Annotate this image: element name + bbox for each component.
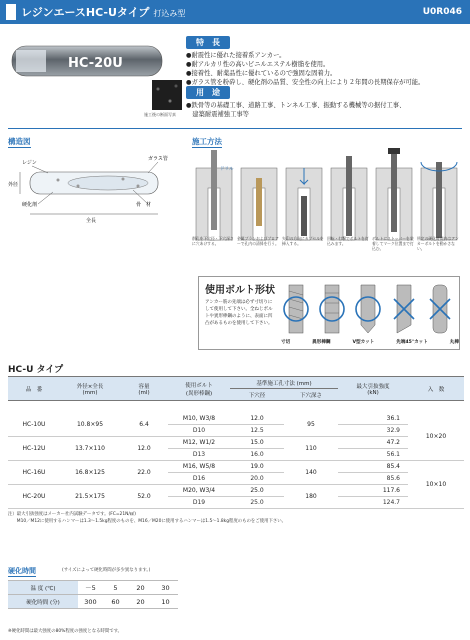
bolt-shape-label: 寸切 — [281, 340, 291, 345]
structure-heading: 構造図 — [8, 137, 31, 146]
aggregate-label: 骨 材 — [136, 202, 152, 208]
table-row — [8, 595, 178, 609]
time-cell: 10 — [153, 595, 178, 609]
product-label: HC-20U — [68, 56, 123, 71]
outer-label: 外径 — [8, 182, 19, 188]
cell-code: HC-16U — [8, 461, 60, 485]
cell-size: 13.7×110 — [60, 437, 120, 461]
cell-code: HC-12U — [8, 437, 60, 461]
cell-size: 10.8×95 — [60, 413, 120, 437]
bolt-shape-box — [198, 276, 460, 350]
temp-cell: 5 — [103, 581, 128, 595]
col-diam: 下穴径 — [230, 389, 284, 401]
cell-volume: 52.0 — [120, 485, 168, 509]
col-bolt: 使用ボルト (異形棒鋼) — [168, 377, 230, 401]
col-volume: 容量 (ml) — [120, 377, 168, 401]
cell-bolt: D16 — [168, 473, 230, 485]
table-row — [8, 461, 464, 473]
cell-size: 21.5×175 — [60, 485, 120, 509]
col-qty: 入 数 — [408, 377, 464, 401]
bolt-shape-label: 丸棒 — [449, 340, 459, 345]
cell-bolt: M12, W1/2 — [168, 437, 230, 449]
feature-item: ●ガラス管を粉砕し、硬化剤の品質、安全性の向上により２年間の長期保存が可能。 — [186, 79, 425, 86]
cell-volume: 22.0 — [120, 461, 168, 485]
cell-bolt: M20, W3/4 — [168, 485, 230, 497]
col-load: 最大引抜強度 (kN) — [338, 377, 408, 401]
cell-load: 117.6 — [338, 485, 408, 497]
cell-depth: 140 — [284, 461, 338, 485]
method-step: 金属ブラシおよびブロアーで孔内の清掃を行う。 — [237, 236, 279, 246]
cell-diam: 15.0 — [230, 437, 284, 449]
method-step: ボルトにストッパーを装着してマーク位置まで打込む。 — [372, 236, 414, 251]
cell-diam: 25.0 — [230, 497, 284, 509]
time-label: 硬化時間 (分) — [8, 595, 78, 609]
uses-section — [186, 80, 462, 119]
glass-label: ガラス管 — [148, 156, 168, 162]
product-code: U0R046 — [422, 7, 462, 17]
type-title: HC-U タイプ — [8, 365, 64, 375]
uses-heading: 用 途 — [186, 86, 230, 99]
header-mark — [6, 4, 16, 20]
col-code: 品 番 — [8, 377, 60, 401]
sample-caption: 施工後の断面写真 — [144, 112, 176, 117]
divider — [8, 128, 462, 129]
cell-diam: 16.0 — [230, 449, 284, 461]
cell-qty: 10×10 — [408, 461, 464, 509]
method-diagram — [192, 148, 462, 244]
method-step: 所定の硬化時間内はアンカーボルトを動かさない。 — [417, 236, 459, 251]
cell-load: 32.9 — [338, 425, 408, 437]
cross-section-photo — [152, 80, 182, 110]
temp-cell: 20 — [128, 581, 153, 595]
temp-label: 温 度 (℃) — [8, 581, 78, 595]
cell-qty: 10×20 — [408, 413, 464, 461]
cell-bolt: D13 — [168, 449, 230, 461]
feature-item: ●接着性、耐薬品性に優れているので強固な固着力。 — [186, 70, 337, 77]
use-item: ●鉄骨等の基礎工事、道路工事、トンネル工事、振動する機械等の据付工事、 — [186, 102, 406, 109]
page-subtitle: 打込み型 — [153, 8, 186, 18]
cell-bolt: M16, W5/8 — [168, 461, 230, 473]
cure-footnote: ※硬化時間は最大強度の80%程度の強度となる時間です。 — [8, 629, 123, 634]
cure-note: (サイズによって硬化時間が多少異なります。) — [62, 568, 151, 573]
table-notes — [8, 512, 464, 525]
cure-table — [8, 580, 178, 609]
temp-cell: 30 — [153, 581, 178, 595]
bolt-shape-label: 異形棒鋼 — [312, 340, 331, 345]
cell-depth: 180 — [284, 485, 338, 509]
time-cell: 20 — [128, 595, 153, 609]
cell-diam: 20.0 — [230, 473, 284, 485]
hardener-label: 硬化剤 — [22, 202, 38, 208]
cell-load: 124.7 — [338, 497, 408, 509]
table-row — [8, 485, 464, 497]
col-drill: 基準施工孔寸法 (mm) — [230, 377, 338, 389]
cell-bolt: M10, W3/8 — [168, 413, 230, 425]
features-heading: 特 長 — [186, 36, 230, 49]
cell-load: 85.4 — [338, 461, 408, 473]
temp-cell: －5 — [78, 581, 103, 595]
cell-volume: 6.4 — [120, 413, 168, 437]
resin-label: レジン — [22, 160, 37, 166]
time-cell: 300 — [78, 595, 103, 609]
table-row — [8, 581, 178, 595]
page-title: レジンエースHC-Uタイプ — [21, 6, 150, 19]
bolt-title: 使用ボルト形状 — [205, 285, 275, 296]
method-step: 矢印の方向にカプセルを挿入する。 — [282, 236, 324, 246]
table-row — [8, 437, 464, 449]
cell-diam: 12.5 — [230, 425, 284, 437]
table-row — [8, 413, 464, 425]
features-section — [186, 30, 462, 87]
bolt-shape-label: 先端45°カット — [396, 340, 428, 345]
structure-diagram — [8, 148, 186, 228]
use-item: 建築耐震補強工事等 — [186, 111, 249, 118]
bolt-shape-label: V型カット — [352, 340, 375, 345]
cell-load: 36.1 — [338, 413, 408, 425]
note-line: 注）最大引抜強度はメーカー社内試験データです。(FC=21N/㎟) — [8, 512, 136, 517]
cell-code: HC-10U — [8, 413, 60, 437]
cell-diam: 19.0 — [230, 461, 284, 473]
method-step: 削孔を下穴径・下穴深さに穴あけする。 — [192, 236, 234, 246]
method-heading: 施工方法 — [192, 137, 222, 146]
cell-load: 85.6 — [338, 473, 408, 485]
cell-bolt: D19 — [168, 497, 230, 509]
cell-diam: 12.0 — [230, 413, 284, 425]
drill-label: ドリル — [220, 167, 234, 172]
page-header — [0, 0, 470, 24]
bolt-shapes-illustration — [279, 281, 459, 337]
cell-code: HC-20U — [8, 485, 60, 509]
cell-load: 56.1 — [338, 449, 408, 461]
col-depth: 下穴深さ — [284, 389, 338, 401]
cell-bolt: D10 — [168, 425, 230, 437]
col-size: 外径×全長 (mm) — [60, 377, 120, 401]
feature-item: ●耐アルカリ性の高いビニルエステル樹脂を使用。 — [186, 61, 330, 68]
note-line: M10／M12に使用するハンマーは1.3～1.5kg程度のものを、M16／M20に使用するハンマーは1.5～1.8kg程度のものをご使用下さい。 — [8, 518, 287, 524]
cell-depth: 95 — [284, 413, 338, 437]
cell-volume: 12.0 — [120, 437, 168, 461]
bolt-shape-labels — [281, 339, 459, 345]
cell-depth: 110 — [284, 437, 338, 461]
length-label: 全長 — [86, 218, 97, 224]
method-step: 回転・打撃でボルトを打込みます。 — [327, 236, 369, 246]
bolt-text: アンカー筋の先端は必ず寸切りにして使用して下さい。全ねじボルトや異形棒鋼のように、表面に凹凸があるものを使用して下さい。 — [205, 300, 273, 326]
cure-heading: 硬化時間 — [8, 567, 36, 575]
feature-item: ●耐震性に優れた接着系アンカー。 — [186, 52, 286, 59]
cell-load: 47.2 — [338, 437, 408, 449]
method-steps — [192, 236, 462, 251]
cell-size: 16.8×125 — [60, 461, 120, 485]
cell-diam: 25.0 — [230, 485, 284, 497]
time-cell: 60 — [103, 595, 128, 609]
spec-table — [8, 376, 464, 509]
